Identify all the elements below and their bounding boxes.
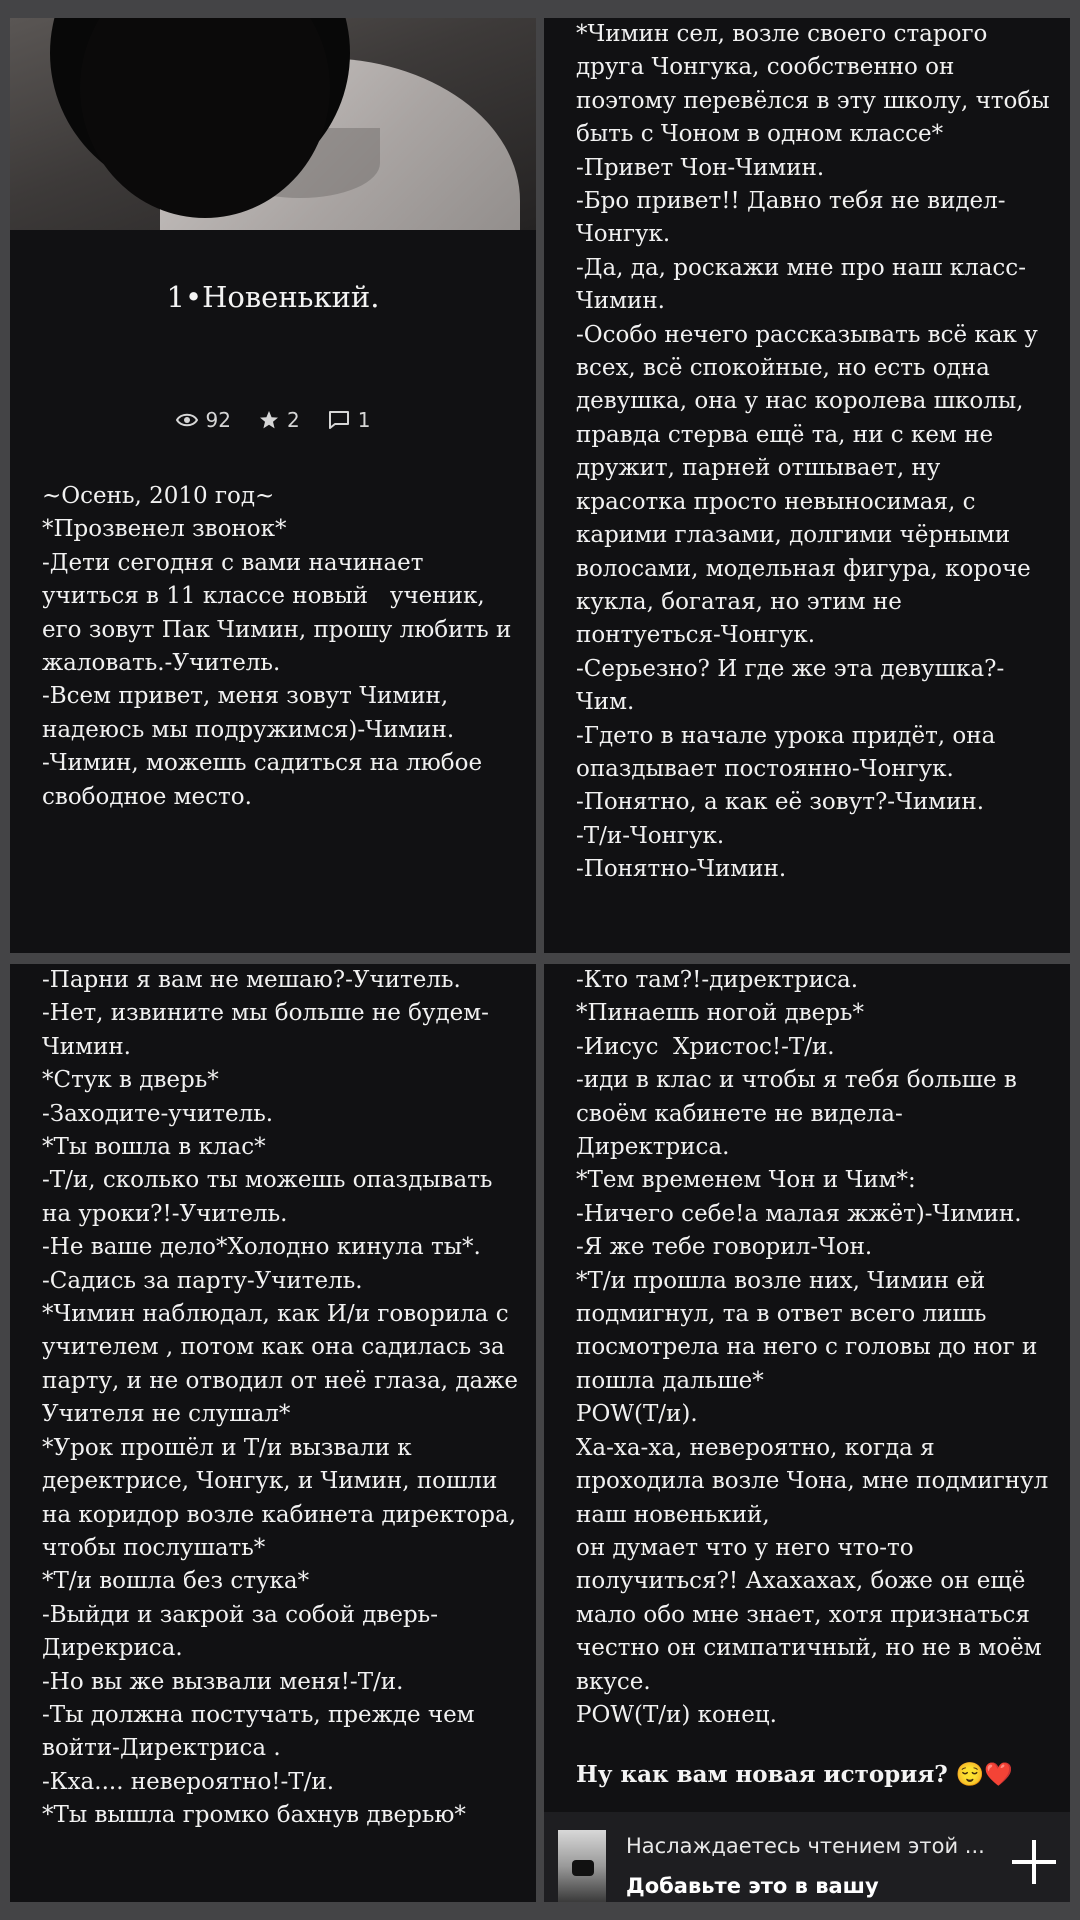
eye-icon [176, 412, 198, 428]
banner-line-1: Наслаждаетесь чтением этой ... [626, 1834, 985, 1858]
closing-question [576, 1761, 1013, 1788]
story-text: -Кто там?!-директриса. *Пинаешь ногой дверь* -Иисус Христос!-Т/и. -иди в клас и чтобы я тебя больше в своём кабинете не видела-Директриса. *Тем временем Чон и Чим*: -Ничего себе!а малая жжёт)-Чимин. -Я же тебе говорил-Чон. *Т/и прошла возле них, Чимин ей подмигнул, та в ответ всего лишь посмотрела на него с головы до ног и пошла дальше* POW(Т/и). Ха-ха-ха, невероятно, когда я проходила возле Чона, мне подмигнул наш новенький, он думает что у него что-то получиться?! Ахахахах, боже он ещё мало обо мне знает, хотя признаться честно он симпатичный, но не в моём вкусе. POW(Т/и) конец. [576, 967, 1049, 1728]
comments-count: 1 [357, 408, 371, 432]
story-page-3 [10, 964, 536, 1902]
cover-image [10, 18, 536, 230]
story-text: ~Осень, 2010 год~ *Прозвенел звонок* -Дети сегодня с вами начинает учиться в 11 классе новый ученик, его зовут Пак Чимин, прошу любить и жаловать.-Учитель. -Всем привет, меня зовут Чимин, надеюсь мы подружимся)-Чимин. -Чимин, можешь садиться на любое свободное место. [42, 483, 512, 810]
story-text: *Чимин сел, возле своего старого друга Чонгука, сообственно он поэтому перевёлся в эту школу, чтобы быть с Чоном в одном классе* -Привет Чон-Чимин. -Бро привет!! Давно тебя не видел-Чонгук. -Да, да, роскажи мне про наш класс-Чимин. -Особо нечего рассказывать всё как у всех, всё спокойные, но есть одна девушка, она у нас королева школы, правда стерва ещё та, ни с кем не дружит, парней отшывает, ну красотка просто невыносимая, с карими глазами, долгими чёрными волосами, модельная фигура, короче кукла, богатая, но этим не понтуеться-Чонгук. -Серьезно? И где же эта девушка?-Чим. -Гдето в начале урока придёт, она опаздывает постоянно-Чонгук. -Понятно, а как её зовут?-Чимин. -Т/и-Чонгук. -Понятно-Чимин. [576, 21, 1050, 883]
story-page-4 [544, 964, 1070, 1902]
add-to-library-banner[interactable] [544, 1812, 1070, 1902]
story-page-2 [544, 18, 1070, 953]
comments-stat[interactable] [328, 408, 371, 432]
emoji: 😌❤️ [955, 1761, 1014, 1788]
story-title: 1•Новенький. [166, 280, 380, 314]
stars-stat[interactable] [259, 408, 300, 432]
story-thumbnail [558, 1830, 606, 1902]
plus-icon[interactable] [1012, 1840, 1056, 1884]
story-text: -Парни я вам не мешаю?-Учитель. -Нет, извините мы больше не будем-Чимин. *Стук в дверь* -Заходите-учитель. *Ты вошла в клас* -Т/и, сколько ты можешь опаздывать на уроки?!-Учитель. -Не ваше дело*Холодно кинула ты*. -Садись за парту-Учитель. *Чимин наблюдал, как И/и говорила с учителем , потом как она садилась за парту, и не отводил от неё глаза, даже Учителя не слушал* *Урок прошёл и Т/и вызвали к деректрисе, Чонгук, и Чимин, пошли на коридор возле кабинета директора, чтобы послушать* *Т/и вошла без стука* -Выйди и закрой за собой дверь-Дирекриса. -Но вы же вызвали меня!-Т/и. -Ты должна постучать, прежде чем войти-Директриса . -Кха.... невероятно!-Т/и. *Ты вышла громко бахнув дверью* [42, 967, 518, 1829]
comment-icon [328, 410, 350, 430]
banner-line-2: Добавьте это в вашу [626, 1874, 879, 1898]
question-text: Ну как вам новая история? [576, 1761, 948, 1788]
star-icon [259, 410, 279, 430]
stars-count: 2 [286, 408, 300, 432]
views-count: 92 [205, 408, 231, 432]
story-page-1 [10, 18, 536, 953]
story-stats [10, 408, 536, 432]
views-stat [176, 408, 231, 432]
